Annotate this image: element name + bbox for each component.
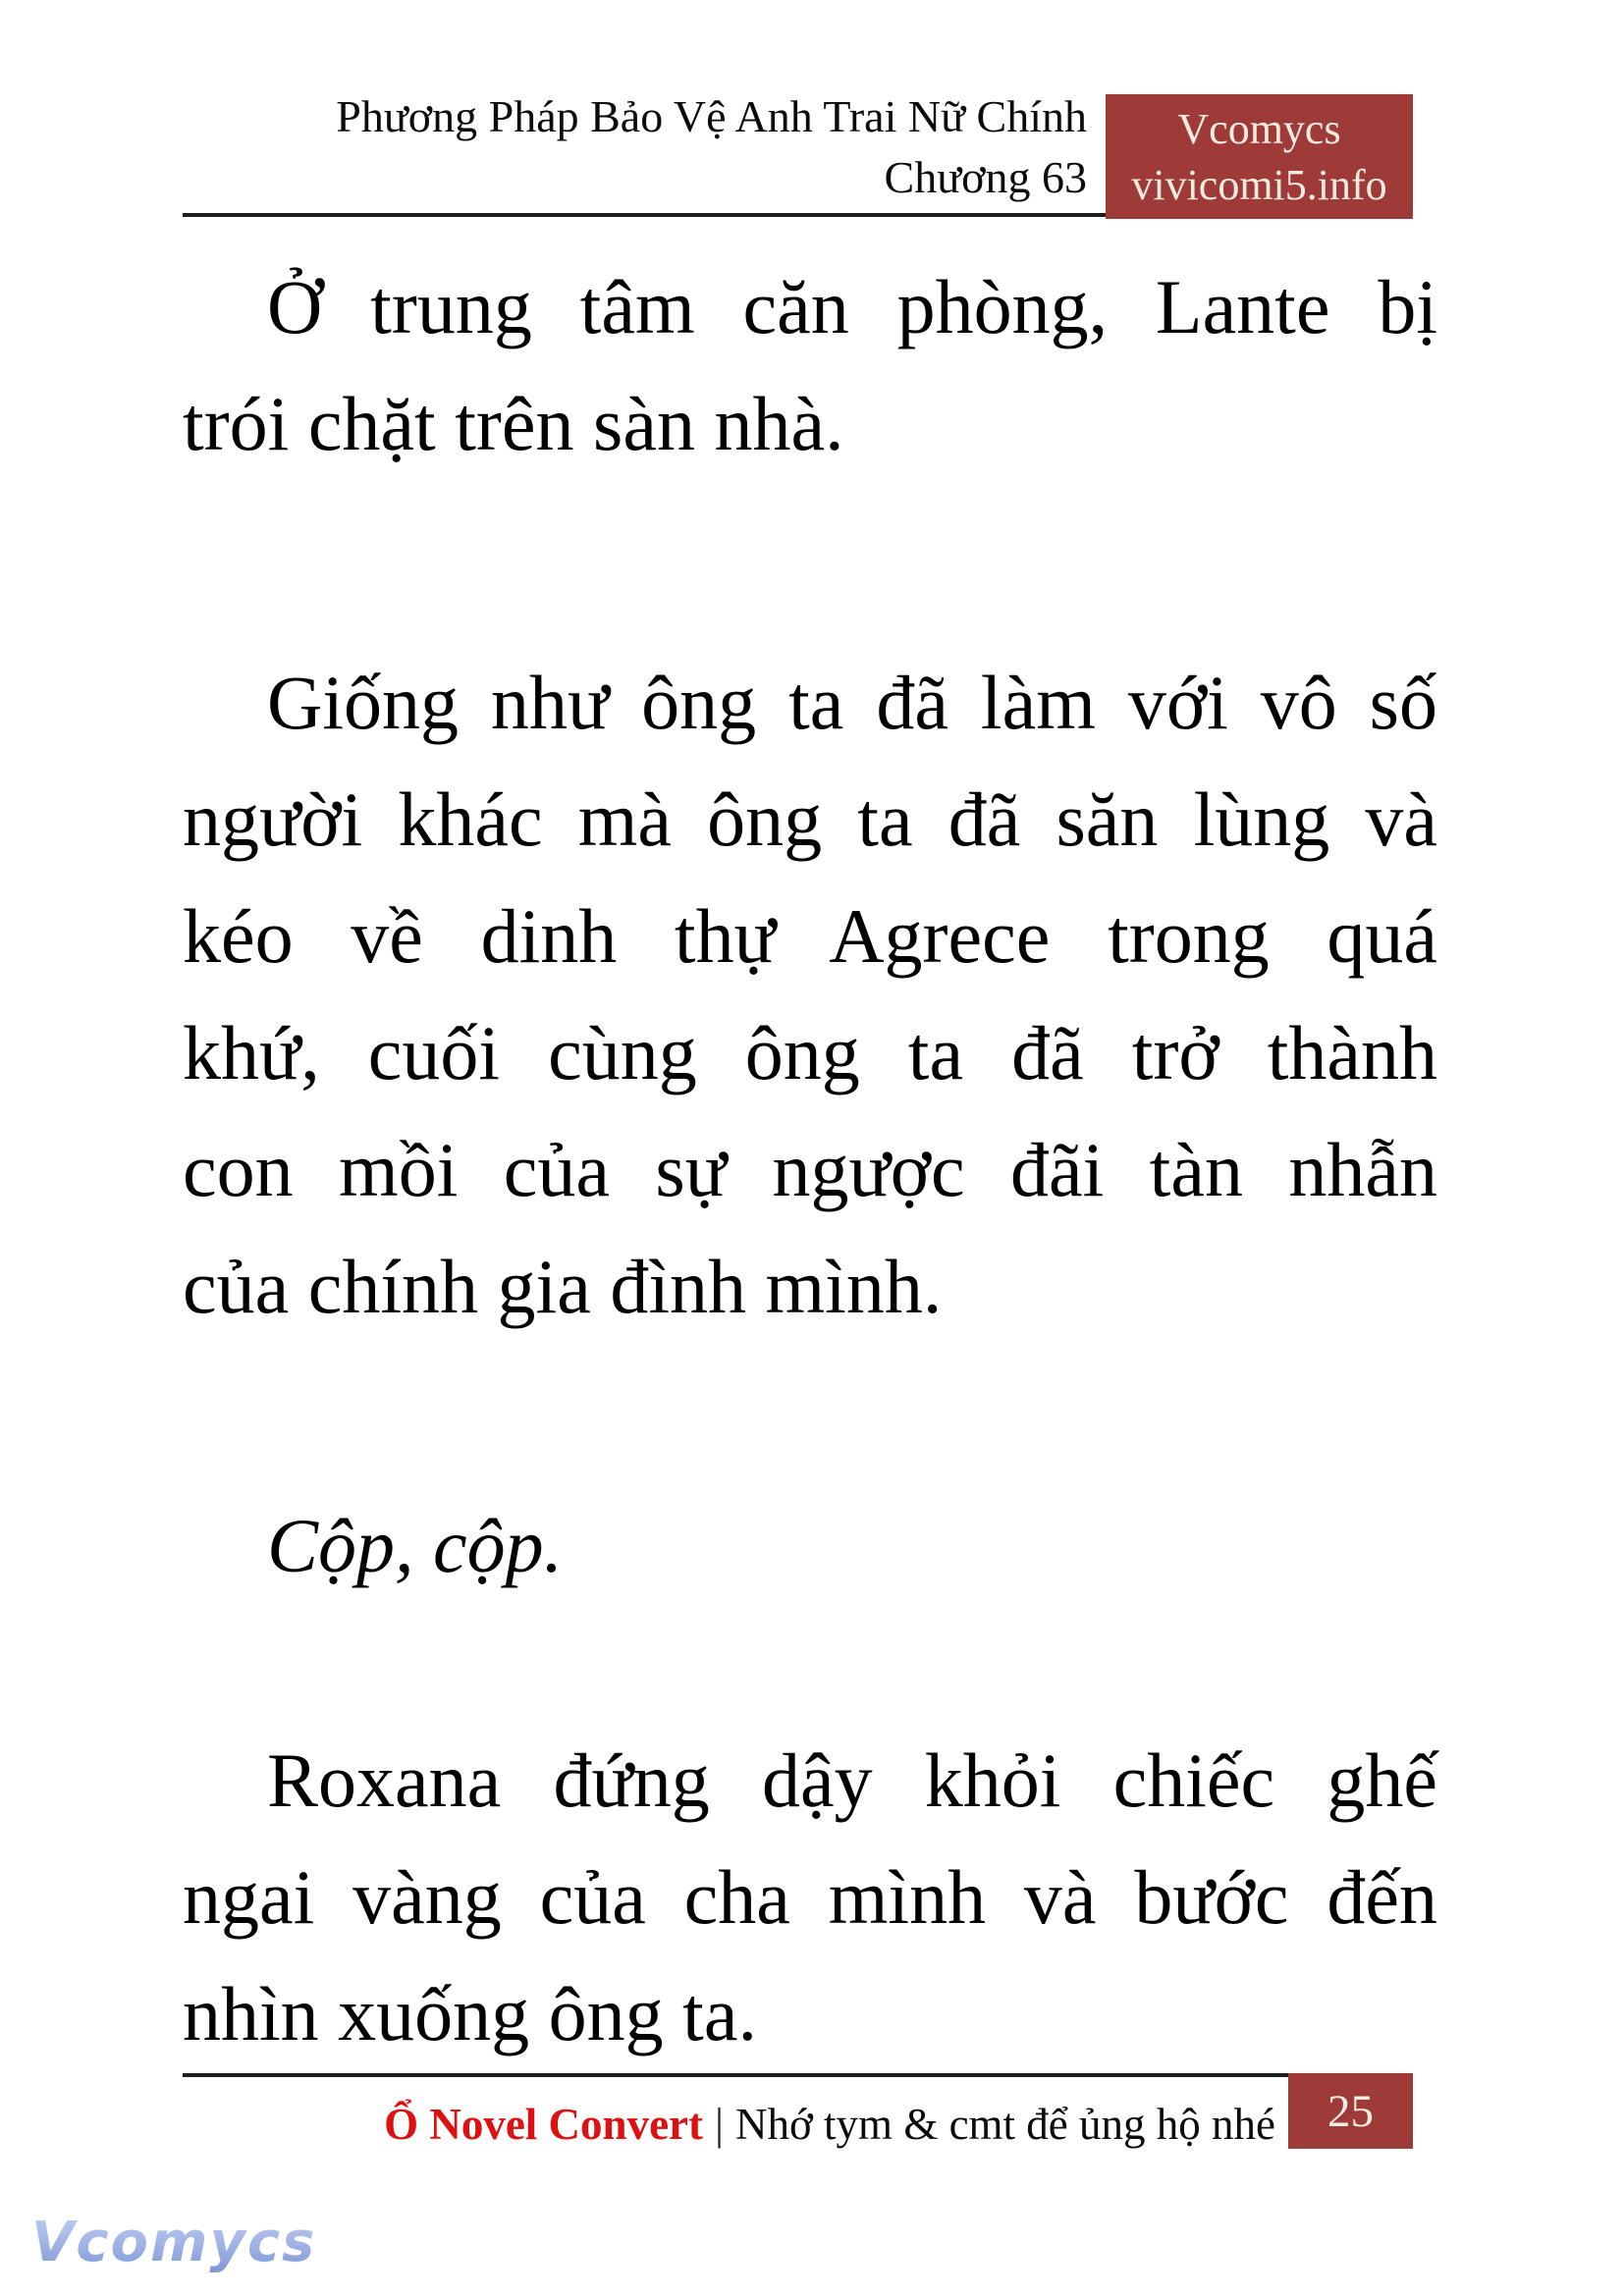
paragraph bbox=[183, 644, 1437, 1345]
footer-note: Nhớ tym & cmt để ủng hộ nhé bbox=[735, 2100, 1275, 2149]
header-divider bbox=[183, 213, 1106, 217]
text-line: người khác mà ông ta đã săn lùng và bbox=[183, 776, 1437, 862]
translator-name: Vcomycs bbox=[1177, 105, 1341, 153]
text-line: Ở trung tâm căn phòng, Lante bị bbox=[267, 264, 1437, 349]
text-line: Giống như ông ta đã làm với vô số bbox=[267, 660, 1437, 745]
text-line: khứ, cuối cùng ông ta đã trở thành bbox=[183, 1010, 1437, 1095]
page-number: 25 bbox=[1327, 2085, 1374, 2137]
story-text bbox=[183, 248, 1437, 2072]
translator-site-url: vivicomi5.info bbox=[1131, 161, 1387, 209]
text-line: con mồi của sự ngược đãi tàn nhẫn bbox=[183, 1127, 1437, 1212]
text-line: Roxana đứng dậy khỏi chiếc ghế bbox=[267, 1737, 1437, 1823]
paragraph-sound-effect bbox=[183, 1487, 1437, 1604]
footer-credit bbox=[384, 2097, 1275, 2152]
text-line: Cộp, cộp. bbox=[267, 1503, 564, 1588]
text-line: trói chặt trên sàn nhà. bbox=[183, 381, 844, 466]
text-line: ngai vàng của cha mình và bước đến bbox=[183, 1854, 1437, 1940]
footer-brand: Ổ Novel Convert bbox=[384, 2100, 703, 2149]
text-line: của chính gia đình mình. bbox=[183, 1244, 943, 1329]
text-line: nhìn xuống ông ta. bbox=[183, 1971, 757, 2056]
book-title: Phương Pháp Bảo Vệ Anh Trai Nữ Chính bbox=[336, 91, 1087, 141]
footer-separator: | bbox=[715, 2100, 725, 2149]
page-number-badge bbox=[1288, 2073, 1413, 2149]
vcomycs-watermark-logo: Vcomycs bbox=[31, 2211, 317, 2274]
text-line: kéo về dinh thự Agrece trong quá bbox=[183, 893, 1437, 979]
paragraph bbox=[183, 248, 1437, 482]
footer-divider bbox=[183, 2073, 1288, 2077]
page-header bbox=[183, 86, 1087, 208]
chapter-label: Chương 63 bbox=[884, 152, 1087, 202]
translator-badge bbox=[1106, 94, 1413, 219]
paragraph bbox=[183, 1722, 1437, 2072]
